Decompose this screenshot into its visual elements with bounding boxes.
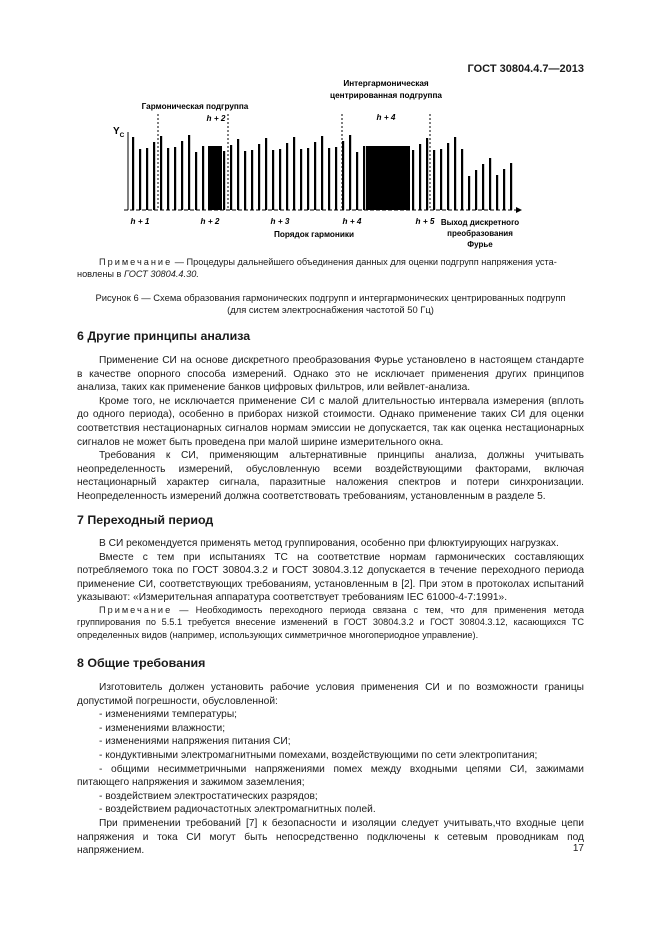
harmonic-group-label: Гармоническая подгруппа — [141, 102, 249, 111]
page-number: 17 — [572, 843, 584, 854]
interharmonic-label-1: Интергармоническая — [343, 79, 429, 88]
spectral-line — [286, 143, 288, 210]
spectral-line — [132, 137, 134, 210]
list-item: - изменениями напряжения питания СИ; — [99, 736, 291, 748]
section-7-note-text: Необходимость переходного периода связана с тем, что для применения метода группирования по 5.5.1 требуется внесение изменений в ГОСТ 30804.3.2 и ГОСТ 30804.3.12, касающихся ТС определенных видов (например, использующих симметричное многопериодное управление). — [77, 605, 584, 640]
list-item: - кондуктивными электромагнитными помехами, воздействующими по сети электропитания; — [99, 749, 538, 761]
section-7-note: Примечание — Необходимость переходного периода связана с тем, что для применения метода группирования по 5.5.1 требуется внесение изменений в ГОСТ 30804.3.2 и ГОСТ 30804.3.12, касающихся ТС определенных видов (например, использующих симметричное многопериодное управление). — [77, 605, 584, 640]
spectral-line — [349, 135, 351, 210]
section-7-note-prefix: Примечание — [99, 605, 173, 615]
spectrum-diagram — [80, 78, 590, 253]
list-item: - изменениями температуры; — [99, 709, 237, 721]
list-item: - изменениями влажности; — [99, 722, 226, 734]
spectral-line — [454, 137, 456, 210]
section-8 — [77, 657, 584, 671]
spectral-lines — [132, 135, 512, 210]
spectral-line — [174, 147, 176, 210]
spectral-line — [202, 146, 204, 210]
dft-output-label-1: Выход дискретного — [440, 218, 520, 227]
requirement-list — [77, 708, 584, 817]
spectral-line — [412, 150, 414, 210]
note-prefix: Примечание — [99, 257, 173, 267]
figure-caption — [77, 292, 584, 317]
list-item: - воздействием электростатических разрядов; — [99, 790, 318, 802]
spectral-line — [167, 148, 169, 210]
spectral-line — [440, 149, 442, 210]
x-tick-label: h + 5 — [415, 217, 435, 226]
standard-number: ГОСТ 30804.4.7—2013 — [467, 63, 584, 75]
figure-note: Примечание — Процедуры дальнейшего объединения данных для оценки подгрупп напряжения уста- новлены в ГОСТ 30804.4.30. — [77, 257, 557, 280]
spectral-line — [188, 135, 190, 210]
y-axis-label: $Y_C$ — [113, 126, 125, 139]
harmonic-group-order: h + 2 — [206, 114, 226, 123]
spectral-line — [146, 148, 148, 210]
spectral-line — [328, 148, 330, 210]
spectral-line — [510, 163, 512, 210]
spectral-line — [223, 151, 225, 210]
x-tick-label: h + 1 — [130, 217, 150, 226]
section-8-body — [77, 681, 584, 858]
spectral-line — [314, 142, 316, 210]
section-6-paragraph-3: Требования к СИ, применяющим альтернативные принципы анализа, должны учитывать неопределенность измерений, обусловленную всеми воздействующими факторами, включая нестационарный характер сигнала, паразитные наложения спектров и потери синхронизации. Неопределенность измерений должна соответствовать требованиям, установленным в разделе 5. — [77, 450, 584, 502]
section-7-paragraph-1: В СИ рекомендуется применять метод группирования, особенно при флюктуирующих нагрузках. — [99, 538, 559, 549]
spectral-line — [195, 152, 197, 210]
spectral-line — [447, 143, 449, 210]
x-tick-labels — [131, 217, 435, 226]
caption-line-1: Рисунок 6 — Схема образования гармонических подгрупп и интергармонических центрированных подгрупп — [95, 292, 566, 303]
interharmonic-label-2: центрированная подгруппа — [330, 91, 442, 100]
spectral-line — [503, 169, 505, 210]
spectral-line — [293, 137, 295, 210]
spectral-line — [307, 148, 309, 210]
spectral-line — [265, 138, 267, 210]
spectral-line — [139, 149, 141, 210]
dft-output-label-2: преобразования — [447, 229, 513, 238]
x-axis-arrow — [516, 207, 522, 213]
spectral-line — [461, 149, 463, 210]
spectral-line — [300, 149, 302, 210]
section-7 — [77, 514, 584, 528]
section-6-title: 6 Другие принципы анализа — [77, 329, 251, 343]
spectral-line — [279, 149, 281, 210]
spectral-line — [153, 142, 155, 210]
note-reference: ГОСТ 30804.4.30. — [124, 269, 199, 280]
section-6-paragraph-1: Применение СИ на основе дискретного преобразования Фурье установлено в настоящем стандарте в качестве опорного способа измерений. Однако это не исключает применения других принципов анализа, таких как применение банков цифровых фильтров, или вейвлет-анализа. — [77, 355, 584, 394]
spectral-line — [475, 170, 477, 210]
spectral-line — [342, 141, 344, 210]
section-6-body — [77, 354, 584, 504]
spectral-line — [335, 147, 337, 210]
spectral-line — [363, 146, 365, 210]
section-6-paragraph-2: Кроме того, не исключается применение СИ с малой длительностью интервала измерения (вплоть до одного периода), особенно в приборах низкой стоимости. Однако применение таких СИ для оценки соответствия нестационарных сигналов нормам эмиссии не допускается, так как оценка нестационарных сигналов не может быть проведена при малой ширине измерительного окна. — [77, 395, 584, 448]
x-tick-label: h + 4 — [342, 217, 362, 226]
list-item: - воздействием радиочастотных электромагнитных полей. — [99, 804, 376, 816]
section-8-title: 8 Общие требования — [77, 656, 206, 670]
section-6 — [77, 330, 584, 344]
section-7-title: 7 Переходный период — [77, 513, 214, 527]
section-7-paragraph-2: Вместе с тем при испытаниях ТС на соответствие нормам гармонических составляющих потребляемого тока по ГОСТ 30804.3.2 и ГОСТ 30804.3.12 допускается в течение переходного периода применение СИ, соответствующих требованиям, установленным в [2]. При этом в протоколах испытаний указывают: «Измерительная аппаратура соответствует требованиям IEC 61000-4-7:1991». — [77, 551, 584, 604]
spectral-line — [230, 145, 232, 210]
spectral-line — [258, 144, 260, 210]
x-tick-label: h + 3 — [270, 217, 290, 226]
spectral-line — [468, 176, 470, 210]
spectral-line — [496, 175, 498, 210]
spectral-line — [237, 139, 239, 210]
x-axis-label: Порядок гармоники — [273, 230, 355, 239]
spectral-line — [251, 150, 253, 210]
spectral-line — [366, 146, 410, 210]
spectral-line — [321, 136, 323, 210]
list-item: - общими несимметричными напряжениями помех между входными цепями СИ, зажимами питающего напряжения и зажимом заземления; — [77, 763, 584, 789]
section-8-paragraph-2: При применении требований [7] к безопасности и изоляции следует учитывать,что входные цепи напряжения и тока СИ могут быть непосредственно подключены к сетевым проводникам под напряжением. — [77, 817, 584, 857]
spectral-line — [356, 152, 358, 210]
spectral-line — [244, 151, 246, 210]
section-7-body — [77, 537, 584, 605]
spectral-line — [419, 144, 421, 210]
note-text: Процедуры дальнейшего объединения данных для оценки подгрупп напряжения уста- — [186, 257, 557, 267]
spectral-line — [272, 150, 274, 210]
dft-output-label-3: Фурье — [467, 240, 493, 249]
spectral-line — [160, 136, 162, 210]
spectral-line — [208, 146, 222, 210]
caption-line-2: (для систем электроснабжения частотой 50 Гц) — [227, 304, 434, 316]
spectral-line — [482, 164, 484, 210]
spectral-line — [181, 141, 183, 210]
figure-6 — [80, 78, 590, 253]
x-tick-label: h + 2 — [200, 217, 220, 226]
interharmonic-order: h + 4 — [376, 113, 396, 122]
section-8-paragraph-1: Изготовитель должен установить рабочие условия применения СИ и по возможности границы допустимой погрешности, обусловленной: — [77, 682, 584, 707]
spectral-line — [426, 138, 428, 210]
spectral-line — [489, 158, 491, 210]
spectral-line — [433, 150, 435, 210]
